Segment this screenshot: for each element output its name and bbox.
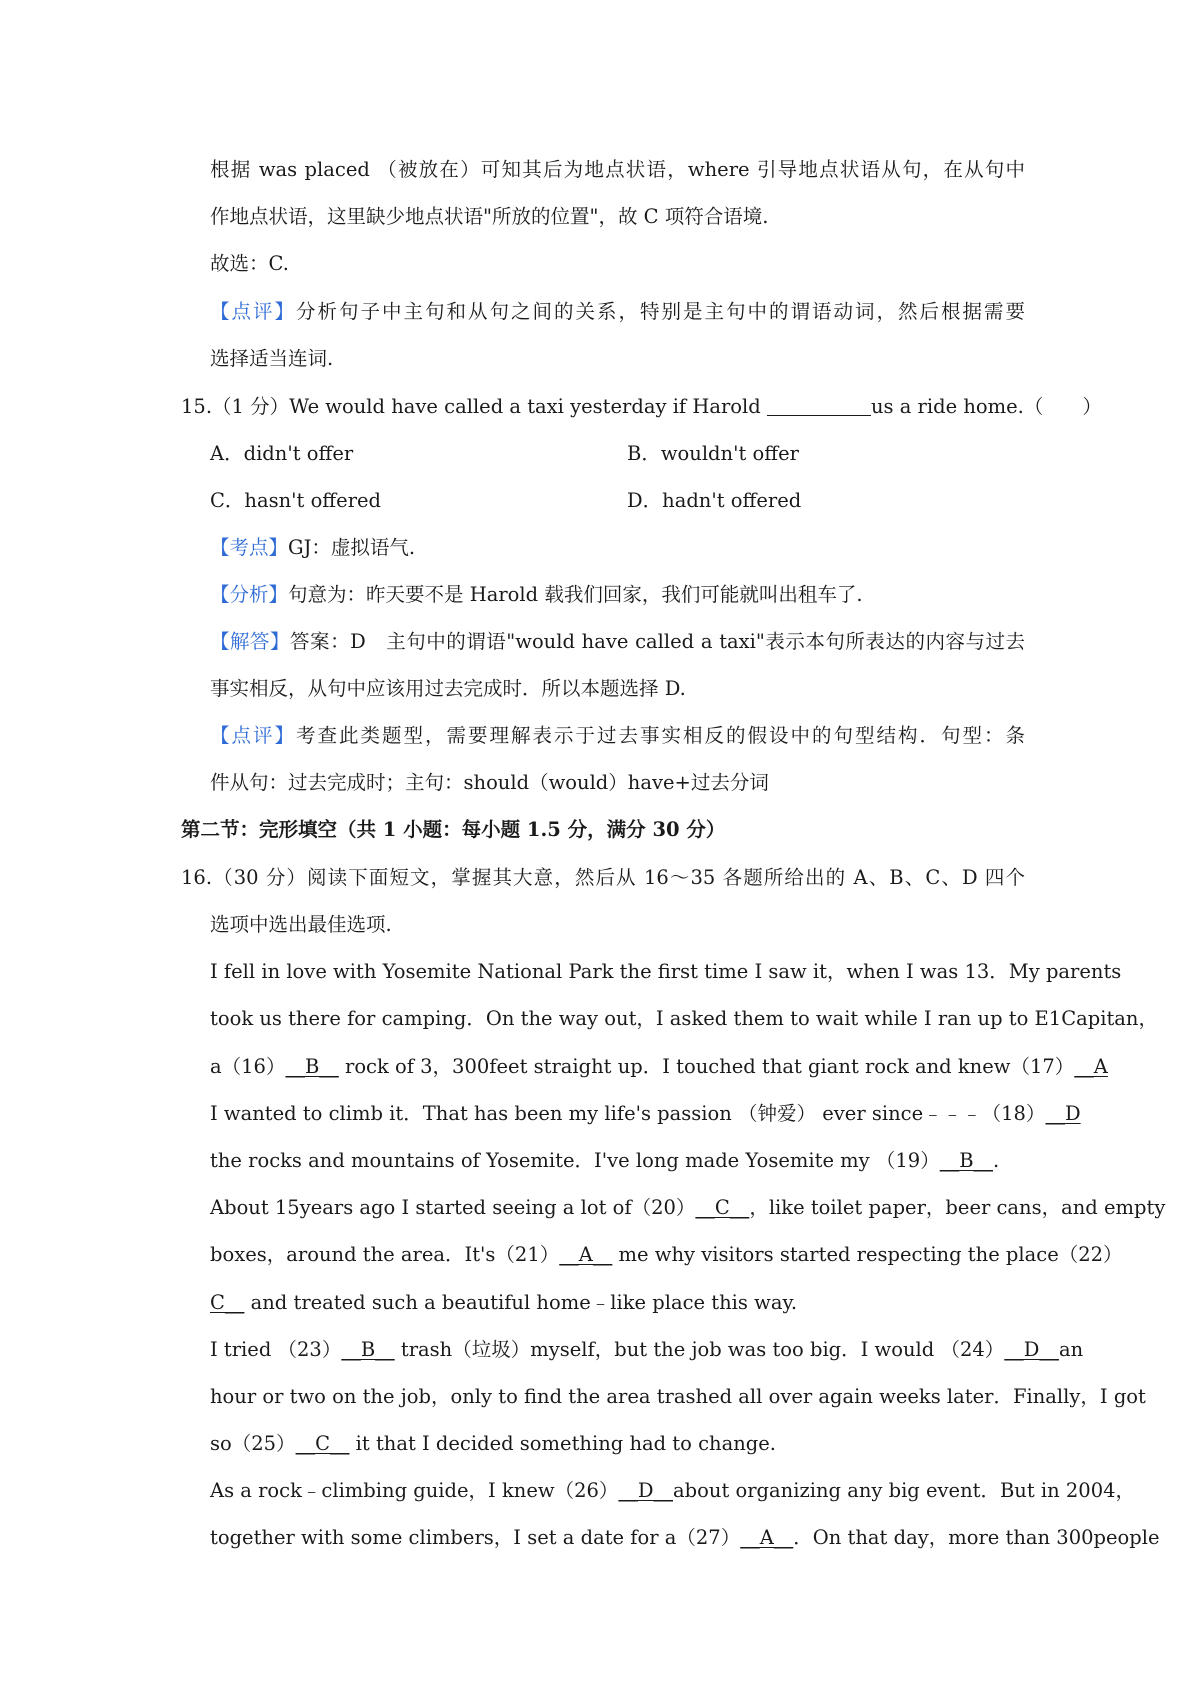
q14-answer: 故选：C. (210, 252, 289, 275)
q15-solution-line2: 事实相反，从句中应该用过去完成时．所以本题选择 D. (210, 677, 686, 700)
q16-intro-line1: 16.（30 分）阅读下面短文，掌握其大意，然后从 16～35 各题所给出的 A、B、C、D 四个 (181, 866, 1025, 889)
passage-text: the rocks and mountains of Yosemite．I've long made Yosemite my （19） (210, 1149, 940, 1172)
answer-23: __B__ (341, 1338, 395, 1361)
point-tag: 【考点】 (210, 536, 289, 559)
q15-point-text: GJ：虚拟语气. (288, 536, 416, 559)
passage-line: hour or two on the job，only to find the area trashed all over again weeks later．Finally，I got (210, 1385, 1146, 1408)
passage-text: boxes，around the area．It's（21） (210, 1243, 560, 1266)
passage-line (210, 1477, 1136, 1505)
q15-analysis (210, 581, 1025, 609)
passage-line (210, 1100, 1081, 1128)
q15-review-text: 考查此类题型，需要理解表示于过去事实相反的假设中的句型结构．句型：条 (296, 724, 1025, 747)
q15-option-a: A．didn't offer (210, 442, 354, 465)
passage-text: an (1058, 1338, 1084, 1361)
q15-review-line1 (210, 722, 1025, 750)
passage-line (210, 1241, 1123, 1269)
passage-text: ．On that day，more than 300people (793, 1526, 1160, 1549)
review-tag: 【点评】 (210, 300, 296, 323)
analysis-tag: 【分析】 (210, 583, 289, 606)
q14-explanation-line1: 根据 was placed （被放在）可知其后为地点状语，where 引导地点状语从句，在从句中 (210, 158, 1025, 181)
passage-line (210, 1053, 1108, 1081)
answer-25: __C__ (295, 1432, 350, 1455)
passage-text: a（16） (210, 1055, 286, 1078)
passage-text: it that I decided something had to change. (349, 1432, 776, 1455)
q15-blank (767, 395, 871, 416)
passage-text: About 15years ago I started seeing a lot of（20） (210, 1196, 696, 1219)
passage-text: rock of 3，300feet straight up．I touched that giant rock and knew（17） (338, 1055, 1075, 1078)
q15-solution-text: 答案：D 主句中的谓语"would have called a taxi"表示本句所表达的内容与过去 (290, 630, 1025, 653)
q16-intro-line2: 选项中选出最佳选项. (210, 913, 392, 936)
answer-19: __B__ (939, 1149, 994, 1172)
q14-review-line1 (210, 298, 1025, 326)
section-heading: 第二节：完形填空（共 1 小题：每小题 1.5 分，满分 30 分） (181, 818, 726, 841)
passage-text: As a rock﹣climbing guide，I knew（26） (210, 1479, 619, 1502)
q15-stem-end: us a ride home.（ ） (870, 395, 1102, 418)
q15-stem (181, 393, 1102, 421)
answer-20: __C__ (695, 1196, 750, 1219)
passage-text: trash（垃圾）myself，but the job was too big．I would （24） (394, 1338, 1005, 1361)
q15-solution-line1 (210, 628, 1025, 656)
passage-line (210, 1289, 1025, 1317)
passage-text: . (993, 1149, 1000, 1172)
q15-option-b: B．wouldn't offer (627, 442, 799, 465)
passage-line (210, 1524, 1160, 1552)
q14-explanation-line2: 作地点状语，这里缺少地点状语"所放的位置"，故 C 项符合语境. (210, 205, 769, 228)
passage-text: me why visitors started respecting the place（22） (612, 1243, 1123, 1266)
answer-16: __B__ (285, 1055, 339, 1078)
solution-tag: 【解答】 (210, 630, 291, 653)
q15-stem-text: 15.（1 分）We would have called a taxi yesterday if Harold (181, 395, 767, 418)
passage-text: about organizing any big event．But in 2004， (673, 1479, 1136, 1502)
passage-line (210, 1430, 1025, 1458)
q15-analysis-text: 句意为：昨天要不是 Harold 载我们回家，我们可能就叫出租车了. (288, 583, 863, 606)
q15-option-d: D．hadn't offered (627, 489, 802, 512)
q15-point (210, 534, 1025, 562)
passage-text: I tried （23） (210, 1338, 342, 1361)
passage-text: and treated such a beautiful home﹣like place this way. (244, 1291, 798, 1314)
passage-text: ，like toilet paper，beer cans，and empty (749, 1196, 1166, 1219)
answer-27: __A__ (740, 1526, 794, 1549)
passage-line: I fell in love with Yosemite National Park the first time I saw it，when I was 13．My parents (210, 960, 1122, 983)
passage-line: took us there for camping．On the way out，I asked them to wait while I ran up to E1Capitan， (210, 1007, 1158, 1030)
answer-26: __D__ (618, 1479, 674, 1502)
passage-text: together with some climbers，I set a date for a（27） (210, 1526, 741, 1549)
passage-line (210, 1147, 1025, 1175)
passage-text: so（25） (210, 1432, 296, 1455)
q15-review-line2: 件从句：过去完成时；主句：should（would）have+过去分词 (210, 771, 769, 794)
passage-text: I wanted to climb it．That has been my life's passion （钟爱） ever since﹣﹣﹣（18） (210, 1102, 1046, 1125)
answer-21: __A__ (559, 1243, 613, 1266)
passage-line (210, 1194, 1166, 1222)
answer-17: __A (1074, 1055, 1108, 1078)
passage-line (210, 1336, 1084, 1364)
answer-24: __D__ (1004, 1338, 1059, 1361)
q14-review-line2: 选择适当连词. (210, 347, 334, 370)
answer-18: __D (1045, 1102, 1081, 1125)
q14-review-text: 分析句子中主句和从句之间的关系，特别是主句中的谓语动词，然后根据需要 (296, 300, 1025, 323)
answer-22: C__ (210, 1291, 245, 1314)
review-tag: 【点评】 (210, 724, 296, 747)
q15-option-c: C．hasn't offered (210, 489, 382, 512)
